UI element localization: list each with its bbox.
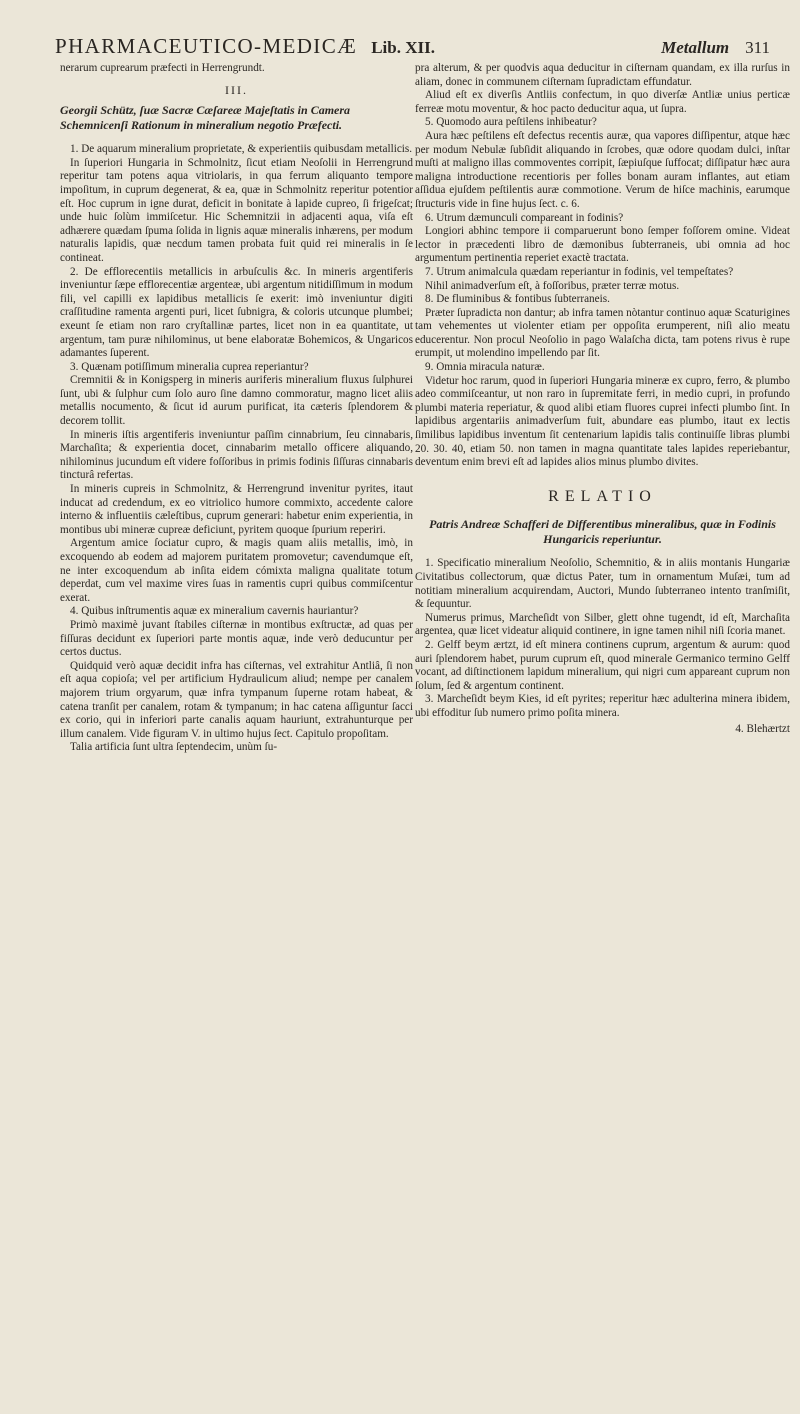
paragraph: Præter ſupradicta non dantur; ab infra tamen nòtantur continuo aquæ Scaturigines tam vehementes ut violenter etiam per oppoſita erumperent, niſi alio meatu educerentur. Non procul Neoſolio in pago Walaſcha dicta, tam potens rivus è rupe erumpit, ut molendino impellendo par ſit. bbox=[415, 306, 790, 360]
paragraph: Numerus primus, Marcheſidt von Silber, glett ohne tugendt, id eſt, Marchaſita argentea, quæ licet videatur aliquid continere, in igne tamen nihil niſi ſcoria manet. bbox=[415, 611, 790, 638]
section-numeral: III. bbox=[225, 82, 248, 97]
right-column bbox=[415, 62, 790, 1362]
paragraph: In mineris iſtis argentiferis inveniuntur paſſim cinnabrium, ſeu cinnabaris, Marchaſita; & experientia docet, cinnabarim metallo officere aliquando, nihilominus jucundum eſt videre foſſoribus in primis fodinis ſiſſuras cinnabaris tincturâ refertas. bbox=[60, 428, 413, 482]
header-book: Lib. XII. bbox=[371, 38, 435, 57]
page-number: 311 bbox=[745, 38, 770, 57]
paragraph: 3. Quænam potiſſimum mineralia cuprea reperiantur? bbox=[70, 360, 309, 373]
left-column bbox=[60, 62, 413, 1362]
paragraph: 7. Utrum animalcula quædam reperiantur in fodinis, vel tempeſtates? bbox=[425, 265, 734, 278]
paragraph: 4. Quibus inſtrumentis aquæ ex mineralium cavernis hauriantur? bbox=[70, 605, 359, 618]
section-title: Georgii Schütz, ſuæ Sacræ Cæſareæ Majeſtatis in Camera Schemnicenſi Rationum in mineralium negotio Præfecti. bbox=[60, 103, 351, 133]
paragraph: 6. Utrum dæmunculi compareant in fodinis? bbox=[425, 211, 624, 224]
paragraph: In ſuperiori Hungaria in Schmolnitz, ſicut etiam Neoſolii in Herrengrund reperitur tam potens aqua vitriolaris, in qua ferrum aliquanto tempore impoſitum, in cuprum degenerat, & ea, quæ in Schmolnitz reperitur potentior eſt. Hoc cuprum in igne durat, deficit in bonitate à lapide cupreo, ſi frigeſcat; unde huic ſolùm immiſcetur. Hic Schemnitzii in adjacenti aqua, viſa eſt adhærere quædam ſpuma ſolida in lignis aquæ mineralis inhærens, per modum naturalis lapidis, quæ necdum tamen probata fuit quid rei mineralis in ſe contineat. bbox=[60, 156, 413, 264]
paragraph: Quidquid verò aquæ decidit infra has ciſternas, vel extrahitur Antliâ, ſi non eſt aqua copioſa; vel per artificium Hydraulicum aliud; nempe per canalem majorem trium orgyarum, quæ infra tympanum ſuperne rotam habeat, & catena tranſit per canalem, rotam & tympanum; in hac catena aſſiguntur ſacci ex corio, qui in inferiori parte canalis aquam hauriunt, extrahunturque per illum canalem. Vide figuram V. in ultimo hujus ſect. Capitulo propoſitam. bbox=[60, 659, 413, 740]
paragraph: Argentum amice ſociatur cupro, & magis quam aliis metallis, imò, in excoquendo ab eodem ad majorem puritatem promovetur; cavendumque eſt, ne inter excoquendum ab inſita eidem cómixta maligna qualitate totum deperdat, cum vel maxime vires ſuas in ramentis cupri quibus commiſcentur exerat. bbox=[60, 537, 413, 604]
paragraph: Aura hæc peſtilens eſt defectus recentis auræ, qua vapores diſſipentur, atque hæc per modum Nebulæ ſubſidit aliquando in ſcrobes, quæ odore quodam dulci, inſtar muſti at maligno illas commoventes corripit, ſæpiuſque ſuffocat; diſſipatur hæc aura maligna introductione recentioris per folles bonam auram inflantes, aut etiam aſſidua ejuſdem peſtilentis auræ commotione. Verum de hiſce machinis, earumque ſtructuris vide in fine hujus ſect. c. 6. bbox=[415, 129, 790, 210]
paragraph: 9. Omnia miracula naturæ. bbox=[425, 361, 545, 374]
paragraph: Aliud eſt ex diverſis Antliis confectum, in quo diverſæ Antliæ unius perticæ ferreæ motu moventur, & hoc pacto deducitur aqua, ut ſupra. bbox=[415, 89, 790, 115]
header-title: PHARMACEUTICO-MEDICÆ bbox=[55, 34, 358, 58]
section-heading: RELATIO bbox=[548, 487, 657, 505]
paragraph: 2. Gelff beym ærtzt, id eſt minera continens cuprum, argentum & aurum: quod auri ſplendorem habet, purum cuprum eſt, quod minerale Germanico termino Gelff vocant, ad diſtinctionem lapidum mineralium, qui nigri cum appareant cuprum non ſolum, ſed & argentum continent. bbox=[415, 638, 790, 692]
paragraph: Talia artificia ſunt ultra ſeptendecim, unùm ſu- bbox=[70, 741, 278, 754]
running-header bbox=[55, 34, 770, 64]
catchword: 4. Blehærtzt bbox=[735, 722, 790, 735]
section-title: Patris Andreæ Schafferi de Differentibus mineralibus, quæ in Fodinis Hungaricis reperiuntur. bbox=[429, 517, 776, 547]
paragraph: Longiori abhinc tempore ii comparuerunt bono ſemper foſſorem omine. Videat lector in præcedenti libro de dæmonibus ſubterraneis, ubi omnia ad hoc argumentum pertinentia reperiet exactè tractata. bbox=[415, 225, 790, 265]
header-section: Metallum bbox=[661, 38, 730, 57]
paragraph: 1. De aquarum mineralium proprietate, & experientiis quibusdam metallicis. bbox=[70, 143, 413, 156]
paragraph: 5. Quomodo aura peſtilens inhibeatur? bbox=[425, 116, 597, 129]
paragraph: 3. Marcheſidt beym Kies, id eſt pyrites; reperitur hæc adulterina minera ibidem, ubi effoditur ſub numero primo poſita minera. bbox=[415, 693, 790, 719]
paragraph: pra alterum, & per quodvis aqua deducitur in ciſternam quandam, ex illa rurſus in aliam, donec in communem ciſternam ſupradictam effundatur. bbox=[415, 62, 790, 88]
paragraph: nerarum cuprearum præfecti in Herrengrundt. bbox=[60, 62, 265, 74]
paragraph: 2. De efflorecentiis metallicis in arbuſculis &c. In mineris argentiferis inveniuntur ſæpe efflorecentiæ argenteæ, ubi argentum nitidiſſimum in modum fili, vel capilli ex lapidibus metallicis ſe exerit: imò inveniuntur digiti craſſitudine ramenta argenti puri, licet ſubnigra, & coloris utcunque plumbei; exeunt ſe etiam non raro cryſtallinæ partes, licet non in ea quantitate, ut argentum, tam puræ nihilominus, ut bene elaboratæ Bohemicos, & Ungaricos adamantes ſuperent. bbox=[60, 265, 413, 360]
paragraph: Primò maximè juvant ſtabiles ciſternæ in montibus exſtructæ, ad quas per fiſſuras decidunt ex ſuperiori parte montis aquæ, inde verò deducuntur per certos ductus. bbox=[60, 618, 413, 659]
paragraph: 1. Specificatio mineralium Neoſolio, Schemnitio, & in aliis montanis Hungariæ Civitatibus collectorum, quæ dictus Pater, tum in ornamentum Muſæi, tum ad notitiam mineralium acquirendam, Auctori, Mundo ſubterraneo intento tranſmiſit, & ſequuntur. bbox=[415, 557, 790, 611]
paragraph: Videtur hoc rarum, quod in ſuperiori Hungaria mineræ ex cupro, ferro, & plumbo adeo commiſceantur, ut non raro in ſupremitate ferri, in medio cupri, in profundo plumbi materia reperiatur, & quod alibi etiam fluores cuprei infecti plumbo ſint. In lapidibus argentariis animadverſum fuit, abundare eas plumbo, itaut ex lectis ſimilibus lapidibus inventum ſit centenarium lapidis talis continuiſſe libras plumbi 20. 30. 40, etiam 50. non tamen in magna quantitate tales lapides reperiebantur, deventum enim brevi eſt ad lapides alios minus plumbo divites. bbox=[415, 374, 790, 469]
paragraph: In mineris cupreis in Schmolnitz, & Herrengrund invenitur pyrites, itaut inducat ad credendum, ex eo vitriolico humore commixto, accedente calore interno & influentiis cæleſtibus, cuprum generari: habetur enim experientia, in montibus ubi mineræ cupreæ deficiunt, pyritem quoque ſpurium reperiri. bbox=[60, 483, 413, 536]
paragraph: 8. De fluminibus & fontibus ſubterraneis. bbox=[425, 293, 610, 306]
paragraph: Cremnitii & in Konigsperg in mineris auriferis mineralium fluxus ſulphurei ſunt, ubi & ſulphur cum ſolo auro ſine damno commoratur, magno licet aliis metallis nocumento, & ſicut id aurum purificat, ita cæteris ſplendorem & decorem tollit. bbox=[60, 374, 413, 428]
paragraph: Nihil animadverſum eſt, à foſſoribus, præter terræ motus. bbox=[425, 279, 680, 292]
